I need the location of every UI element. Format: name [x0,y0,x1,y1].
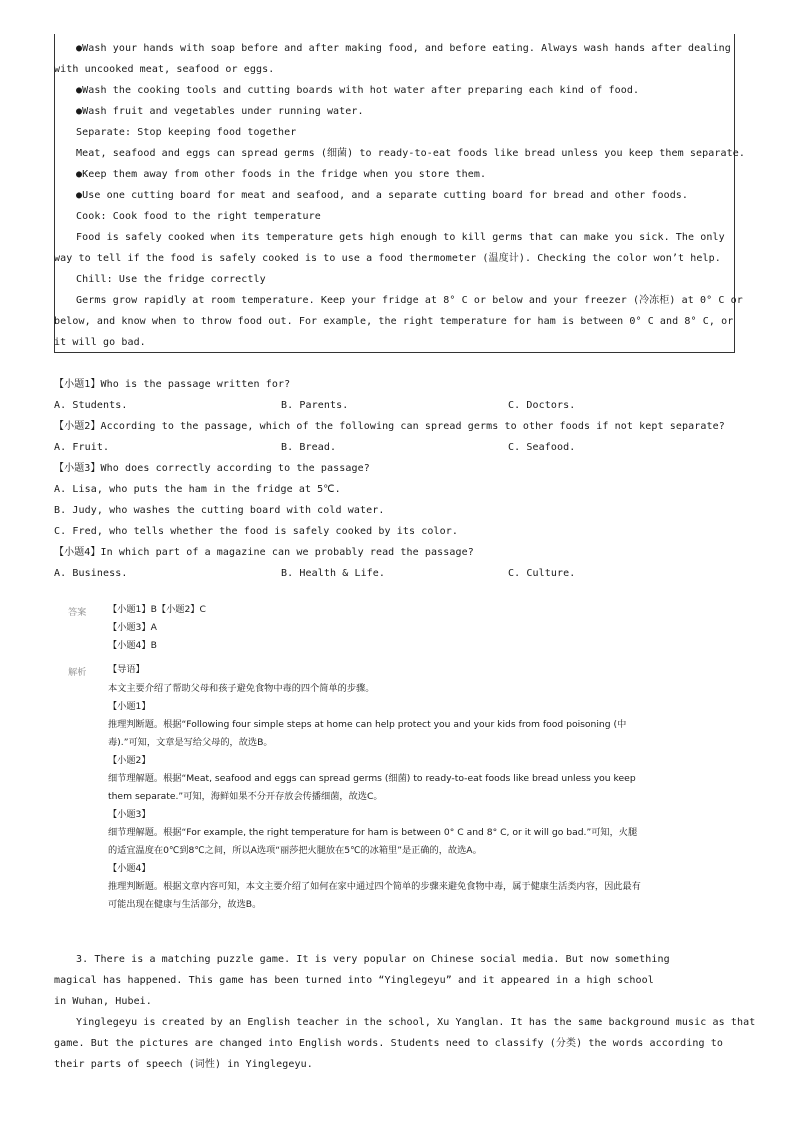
analysis-label: 解析 [68,667,87,678]
option: A. Business. [54,568,128,579]
question-stem: 【小题4】In which part of a magazine can we probably read the passage? [54,547,474,558]
analysis-line: them separate.”可知，海鲜如果不分开存放会传播细菌，故选C。 [108,791,383,802]
passage-line: Food is safely cooked when its temperature gets high enough to kill germs that can make you sick. The only [76,232,725,243]
answer-line: 【小题3】A [108,622,157,633]
option: C. Fred, who tells whether the food is safely cooked by its color. [54,526,458,537]
option: A. Lisa, who puts the ham in the fridge at 5℃. [54,484,341,495]
analysis-line: 可能出现在健康与生活部分，故选B。 [108,899,262,910]
passage-line: ●Wash your hands with soap before and after making food, and before eating. Always wash hands after dealing [76,43,731,54]
option: C. Culture. [508,568,576,579]
analysis-line: 【导语】 [108,664,145,675]
analysis-line: 【小题2】 [108,755,151,766]
passage-line: ●Keep them away from other foods in the fridge when you store them. [76,169,487,180]
passage-line: Cook: Cook food to the right temperature [76,211,321,222]
passage-line: Meat, seafood and eggs can spread germs (细菌) to ready-to-eat foods like bread unless you keep them separate. [76,148,745,159]
passage3-line: in Wuhan, Hubei. [54,996,152,1007]
question-stem: 【小题1】Who is the passage written for? [54,379,291,390]
passage-line: Germs grow rapidly at room temperature. Keep your fridge at 8° C or below and your freezer (冷冻柜) at 0° C or [76,295,743,306]
question-stem: 【小题2】According to the passage, which of the following can spread germs to other foods if not kept separate? [54,421,725,432]
passage-line: ●Use one cutting board for meat and seafood, and a separate cutting board for bread and other foods. [76,190,689,201]
answer-line: 【小题1】B【小题2】C [108,604,206,615]
passage3-line: magical has happened. This game has been turned into “Yinglegeyu” and it appeared in a high school [54,975,654,986]
option: B. Parents. [281,400,349,411]
passage-line: ●Wash the cooking tools and cutting boards with hot water after preparing each kind of food. [76,85,640,96]
passage-line: below, and know when to throw food out. For example, the right temperature for ham is between 0° C and 8° C, or [54,316,734,327]
passage3-line: game. But the pictures are changed into English words. Students need to classify (分类) the words according to [54,1038,723,1049]
answer-line: 【小题4】B [108,640,157,651]
answer-label: 答案 [68,607,87,618]
option: B. Bread. [281,442,337,453]
analysis-line: 【小题1】 [108,701,151,712]
question-stem: 【小题3】Who does correctly according to the passage? [54,463,370,474]
option: B. Health & Life. [281,568,386,579]
option: C. Seafood. [508,442,576,453]
option: A. Students. [54,400,128,411]
passage-line: with uncooked meat, seafood or eggs. [54,64,275,75]
passage3-line: 3. There is a matching puzzle game. It is very popular on Chinese social media. But now something [76,954,670,965]
analysis-line: 推理判断题。根据“Following four simple steps at home can help protect you and your kids from food poisoning (中 [108,719,627,730]
analysis-line: 的适宜温度在0℃到8℃之间，所以A选项“丽莎把火腿放在5℃的冰箱里”是正确的，故选A。 [108,845,482,856]
passage-line: Separate: Stop keeping food together [76,127,297,138]
passage-line: way to tell if the food is safely cooked is to use a food thermometer (温度计). Checking the color won’t help. [54,253,721,264]
analysis-line: 【小题3】 [108,809,151,820]
analysis-line: 推理判断题。根据文章内容可知，本文主要介绍了如何在家中通过四个简单的步骤来避免食物中毒，属于健康生活类内容，因此最有 [108,881,641,892]
passage3-line: Yinglegeyu is created by an English teacher in the school, Xu Yanglan. It has the same background music as that [76,1017,756,1028]
option: A. Fruit. [54,442,110,453]
analysis-line: 细节理解题。根据“Meat, seafood and eggs can spread germs (细菌) to ready-to-eat foods like bread unless you keep [108,773,636,784]
passage-line: it will go bad. [54,337,146,348]
analysis-line: 【小题4】 [108,863,151,874]
analysis-line: 细节理解题。根据“For example, the right temperature for ham is between 0° C and 8° C, or it will go bad.”可知，火腿 [108,827,638,838]
passage3-line: their parts of speech (词性) in Yinglegeyu. [54,1059,313,1070]
analysis-line: 本文主要介绍了帮助父母和孩子避免食物中毒的四个简单的步骤。 [108,683,375,694]
passage-line: ●Wash fruit and vegetables under running water. [76,106,364,117]
option: C. Doctors. [508,400,576,411]
option: B. Judy, who washes the cutting board with cold water. [54,505,385,516]
passage-line: Chill: Use the fridge correctly [76,274,266,285]
analysis-line: 毒).”可知，文章是写给父母的，故选B。 [108,737,273,748]
